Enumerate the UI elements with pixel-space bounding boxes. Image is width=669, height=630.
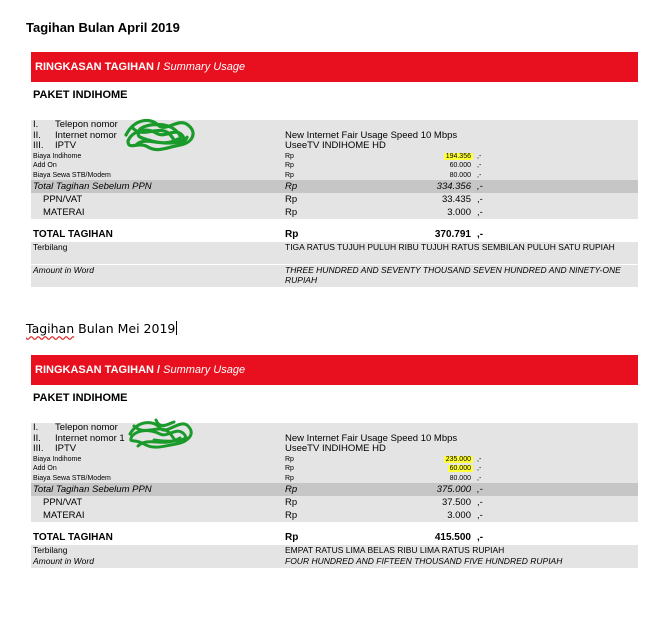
materai-label: MATERAI (43, 510, 85, 521)
ppn-row (31, 193, 638, 206)
materai-label: MATERAI (43, 207, 85, 218)
subtotal-label: Total Tagihan Sebelum PPN (33, 484, 152, 495)
materai-dash: ,- (477, 207, 483, 218)
ppn-amount: 37.500 (441, 497, 471, 508)
line-num: I. (33, 422, 39, 433)
charge-dash: ,- (477, 455, 482, 463)
subtotal-row (31, 180, 638, 193)
words-value: FOUR HUNDRED AND FIFTEEN THOUSAND FIVE HUNDRED RUPIAH (285, 556, 563, 566)
charge-currency: Rp (285, 474, 294, 482)
ppn-amount: 33.435 (441, 194, 471, 205)
charge-row (31, 171, 638, 181)
total-label: TOTAL TAGIHAN (33, 229, 113, 240)
charge-row (31, 455, 638, 465)
april-heading: Tagihan Bulan April 2019 (26, 20, 180, 35)
charge-dash: ,- (477, 465, 482, 472)
text-cursor (176, 321, 177, 335)
subtotal-currency: Rp (285, 181, 298, 192)
total-amount: 415.500 (434, 532, 471, 543)
subtotal-dash: ,- (477, 484, 483, 495)
heading-rest: Bulan Mei 2019 (74, 321, 176, 336)
ppn-label: PPN/VAT (43, 497, 83, 508)
charge-currency: Rp (285, 162, 294, 169)
highlighted-amount: 194.356 (445, 152, 471, 160)
charge-dash: ,- (477, 162, 482, 169)
charge-dash: ,- (477, 171, 482, 179)
ppn-row (31, 496, 638, 509)
line-iptv (31, 141, 638, 152)
charge-row (31, 161, 638, 171)
mei-bill (31, 350, 638, 568)
charge-label: Add On (33, 465, 57, 472)
line-num: II. (33, 129, 41, 141)
total-row (31, 531, 638, 545)
charge-label: Biaya Sewa STB/Modem (33, 171, 111, 179)
banner-subtitle: Summary Usage (163, 61, 246, 73)
line-label: Telepon nomor (55, 422, 118, 433)
total-currency: Rp (285, 532, 299, 543)
mei-banner (31, 355, 638, 385)
paket-title: PAKET INDIHOME (33, 89, 128, 101)
line-telepon (31, 120, 638, 131)
banner-title: RINGKASAN TAGIHAN / (35, 364, 161, 376)
ppn-dash: ,- (477, 497, 483, 508)
charge-amount: 80.000 (449, 474, 471, 482)
line-value: UseeTV INDIHOME HD (285, 140, 386, 151)
total-row (31, 228, 638, 242)
subtotal-dash: ,- (477, 181, 483, 192)
charge-label: Add On (33, 162, 57, 169)
ppn-label: PPN/VAT (43, 194, 83, 205)
line-label: Internet nomor (55, 129, 117, 141)
terbilang-row (31, 545, 638, 556)
banner-title: RINGKASAN TAGIHAN / (35, 61, 161, 73)
words-row (31, 265, 638, 287)
heading-word: Tagihan (26, 321, 75, 336)
terbilang-label: Terbilang (33, 242, 68, 252)
highlighted-amount: 235.000 (445, 455, 471, 463)
materai-row (31, 509, 638, 522)
materai-row (31, 206, 638, 219)
line-value: New Internet Fair Usage Speed 10 Mbps (285, 129, 458, 141)
ppn-dash: ,- (477, 194, 483, 205)
line-num: III. (33, 443, 44, 454)
total-amount: 370.791 (434, 229, 471, 240)
charge-label: Biaya Sewa STB/Modem (33, 474, 111, 482)
banner-subtitle: Summary Usage (163, 364, 246, 376)
line-value: New Internet Fair Usage Speed 10 Mbps (285, 432, 458, 444)
charge-row (31, 474, 638, 484)
terbilang-value: TIGA RATUS TUJUH PULUH RIBU TUJUH RATUS SEMBILAN PULUH SATU RUPIAH (285, 242, 615, 252)
subtotal-amount: 375.000 (436, 484, 471, 495)
charge-currency: Rp (285, 152, 294, 160)
line-label: IPTV (55, 443, 77, 454)
subtotal-amount: 334.356 (436, 181, 471, 192)
terbilang-label: Terbilang (33, 545, 68, 555)
charge-label: Biaya Indihome (33, 152, 82, 160)
terbilang-row (31, 242, 638, 264)
materai-amount: 3.000 (447, 207, 471, 218)
line-label: IPTV (55, 140, 77, 151)
words-label: Amount in Word (33, 265, 94, 275)
charge-row (31, 464, 638, 474)
words-label: Amount in Word (33, 556, 94, 566)
charge-amount (337, 152, 473, 162)
april-banner (31, 52, 638, 82)
materai-currency: Rp (285, 510, 298, 521)
mei-heading (26, 321, 177, 336)
charge-currency: Rp (285, 455, 294, 463)
charge-amount: 60.000 (449, 162, 471, 169)
line-num: I. (33, 119, 39, 130)
total-dash: ,- (477, 532, 484, 543)
ppn-currency: Rp (285, 497, 298, 508)
april-bill (31, 47, 638, 287)
line-label: Internet nomor 1 (55, 432, 125, 444)
materai-amount: 3.000 (447, 510, 471, 521)
charge-amount (337, 464, 473, 474)
materai-currency: Rp (285, 207, 298, 218)
total-label: TOTAL TAGIHAN (33, 532, 113, 543)
words-value: THREE HUNDRED AND SEVENTY THOUSAND SEVEN HUNDRED AND NINETY-ONE RUPIAH (285, 265, 621, 285)
materai-dash: ,- (477, 510, 483, 521)
line-label: Telepon nomor (55, 119, 118, 130)
words-row (31, 556, 638, 568)
line-num: II. (33, 432, 41, 444)
line-num: III. (33, 140, 44, 151)
line-iptv (31, 444, 638, 455)
paket-title: PAKET INDIHOME (33, 392, 128, 404)
subtotal-label: Total Tagihan Sebelum PPN (33, 181, 152, 192)
charge-dash: ,- (477, 474, 482, 482)
line-value: UseeTV INDIHOME HD (285, 443, 386, 454)
charge-amount (337, 455, 473, 465)
subtotal-currency: Rp (285, 484, 298, 495)
charge-currency: Rp (285, 171, 294, 179)
line-telepon (31, 423, 638, 434)
charge-currency: Rp (285, 465, 294, 472)
terbilang-value: EMPAT RATUS LIMA BELAS RIBU LIMA RATUS RUPIAH (285, 545, 505, 555)
total-currency: Rp (285, 229, 299, 240)
charge-amount: 80.000 (449, 171, 471, 179)
charge-row (31, 152, 638, 162)
highlighted-amount: 60.000 (449, 465, 471, 472)
charge-dash: ,- (477, 152, 482, 160)
total-dash: ,- (477, 229, 484, 240)
charge-label: Biaya Indihome (33, 455, 82, 463)
ppn-currency: Rp (285, 194, 298, 205)
subtotal-row (31, 483, 638, 496)
